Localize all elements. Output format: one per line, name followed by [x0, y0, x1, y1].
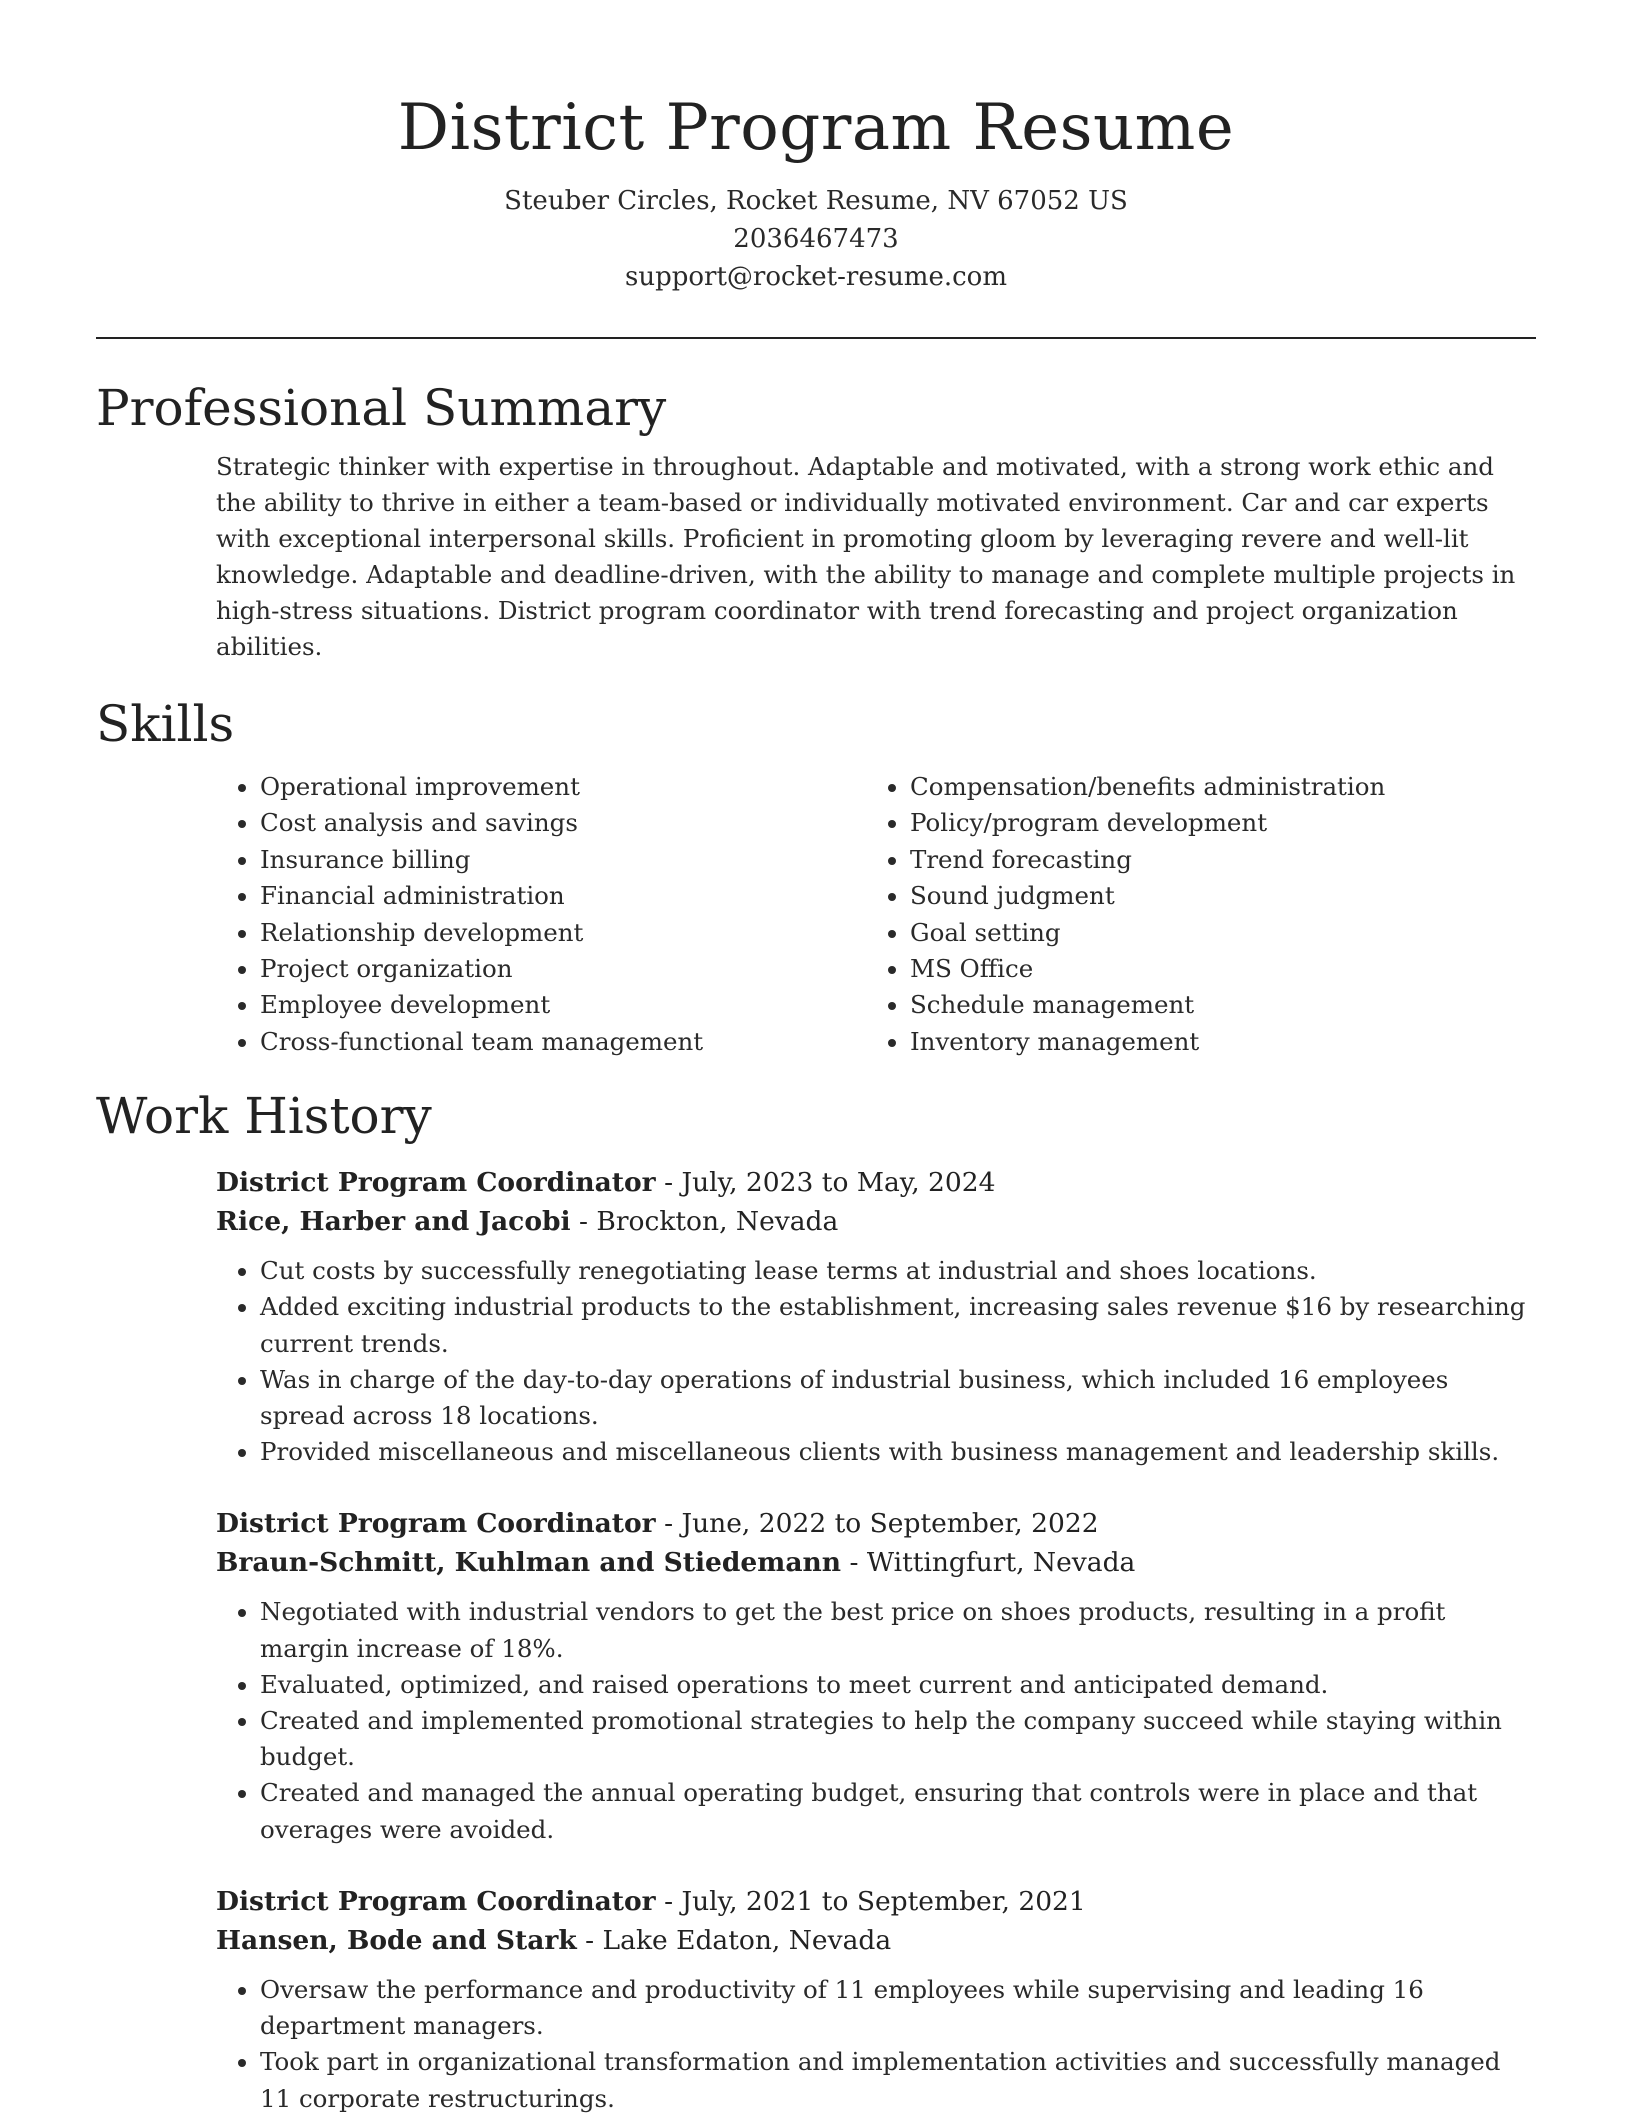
- summary-heading: Professional Summary: [96, 379, 667, 437]
- job-company-line: [216, 1202, 1536, 1241]
- job-role: District Program Coordinator: [216, 1885, 656, 1917]
- summary-text: Strategic thinker with expertise in throughout. Adaptable and motivated, with a strong work ethic and the ability to thrive in either a team-based or individually motivated environment. Car and car experts with exceptional interpersonal skills. Proficient in promoting gloom by leveraging revere and well-lit knowledge. Adaptable and deadline-driven, with the ability to manage and complete multiple projects in high-stress situations. District program coordinator with trend forecasting and project organization abilities.: [216, 452, 1516, 661]
- skills-heading: Skills: [96, 695, 235, 753]
- skill-item: • MS Office: [910, 951, 1516, 987]
- phone: 2036467473: [733, 224, 899, 254]
- skill-item: • Policy/program development: [910, 805, 1516, 841]
- job-bullet: • Was in charge of the day-to-day operations of industrial business, which included 16 employees spread across 18 locations.: [260, 1362, 1536, 1434]
- resume-page: [96, 0, 1536, 2117]
- separator: -: [576, 1924, 603, 1956]
- skill-item: • Cross-functional team management: [260, 1024, 866, 1060]
- job-entry: [216, 1163, 1536, 1470]
- skills-list: [216, 769, 1536, 1060]
- skill-item: • Employee development: [260, 987, 866, 1023]
- skill-item: • Compensation/benefits administration: [910, 769, 1516, 805]
- job-bullet: • Added exciting industrial products to the establishment, increasing sales revenue $16 by researching current trends.: [260, 1289, 1536, 1361]
- skill-item: • Project organization: [260, 951, 866, 987]
- job-bullet: • Oversaw the performance and productivity of 11 employees while supervising and leading 16 department managers.: [260, 1972, 1536, 2044]
- job-bullet: • Provided miscellaneous and miscellaneous clients with business management and leadership skills.: [260, 1434, 1536, 1470]
- resume-title: District Program Resume: [397, 91, 1235, 165]
- job-dates: July, 2021 to September, 2021: [681, 1885, 1086, 1917]
- job-dates: June, 2022 to September, 2022: [681, 1508, 1099, 1540]
- email: support@rocket-resume.com: [624, 262, 1007, 292]
- skills-column-left: [216, 769, 866, 1060]
- separator: -: [655, 1885, 682, 1917]
- job-bullets: [216, 1594, 1536, 1847]
- job-title-line: [216, 1882, 1536, 1921]
- job-company: Rice, Harber and Jacobi: [216, 1206, 571, 1238]
- separator: -: [655, 1508, 682, 1540]
- address: Steuber Circles, Rocket Resume, NV 67052 US: [504, 186, 1128, 216]
- job-role: District Program Coordinator: [216, 1508, 656, 1540]
- job-company-line: [216, 1543, 1536, 1582]
- separator: -: [570, 1206, 597, 1238]
- job-title-line: [216, 1504, 1536, 1543]
- job-title-line: [216, 1163, 1536, 1202]
- work-history-heading: Work History: [96, 1087, 432, 1146]
- job-bullets: [216, 1253, 1536, 1470]
- job-bullets: [216, 1972, 1536, 2117]
- job-company: Hansen, Bode and Stark: [216, 1924, 577, 1956]
- skill-item: • Insurance billing: [260, 842, 866, 878]
- job-entry: [216, 1882, 1536, 2117]
- skill-item: • Relationship development: [260, 915, 866, 951]
- job-dates: July, 2023 to May, 2024: [681, 1167, 996, 1199]
- skill-item: • Trend forecasting: [910, 842, 1516, 878]
- job-company-line: [216, 1921, 1536, 1960]
- resume-header: [96, 0, 1536, 296]
- skill-item: • Operational improvement: [260, 769, 866, 805]
- job-bullet: • Negotiated with industrial vendors to get the best price on shoes products, resulting in a profit margin increase of 18%.: [260, 1594, 1536, 1666]
- job-location: Lake Edaton, Nevada: [602, 1924, 892, 1956]
- job-location: Wittingfurt, Nevada: [866, 1547, 1136, 1579]
- skills-column-right: [866, 769, 1516, 1060]
- skill-item: • Financial administration: [260, 878, 866, 914]
- job-bullet: • Cut costs by successfully renegotiating lease terms at industrial and shoes locations.: [260, 1253, 1536, 1289]
- skill-item: • Cost analysis and savings: [260, 805, 866, 841]
- job-location: Brockton, Nevada: [596, 1206, 839, 1238]
- job-bullet: • Created and managed the annual operating budget, ensuring that controls were in place and that overages were avoided.: [260, 1775, 1536, 1847]
- skill-item: • Goal setting: [910, 915, 1516, 951]
- job-bullet: • Created and implemented promotional strategies to help the company succeed while staying within budget.: [260, 1703, 1536, 1775]
- job-role: District Program Coordinator: [216, 1167, 656, 1199]
- job-entry: [216, 1504, 1536, 1847]
- job-company: Braun-Schmitt, Kuhlman and Stiedemann: [216, 1547, 842, 1579]
- skill-item: • Schedule management: [910, 987, 1516, 1023]
- separator: -: [655, 1167, 682, 1199]
- separator: -: [841, 1547, 867, 1579]
- job-bullet: • Took part in organizational transformation and implementation activities and successfully managed 11 corporate restructurings.: [260, 2044, 1536, 2116]
- skill-item: • Sound judgment: [910, 878, 1516, 914]
- skill-item: • Inventory management: [910, 1024, 1516, 1060]
- contact-info: [96, 182, 1536, 296]
- header-divider: [96, 337, 1536, 339]
- job-bullet: • Evaluated, optimized, and raised operations to meet current and anticipated demand.: [260, 1667, 1536, 1703]
